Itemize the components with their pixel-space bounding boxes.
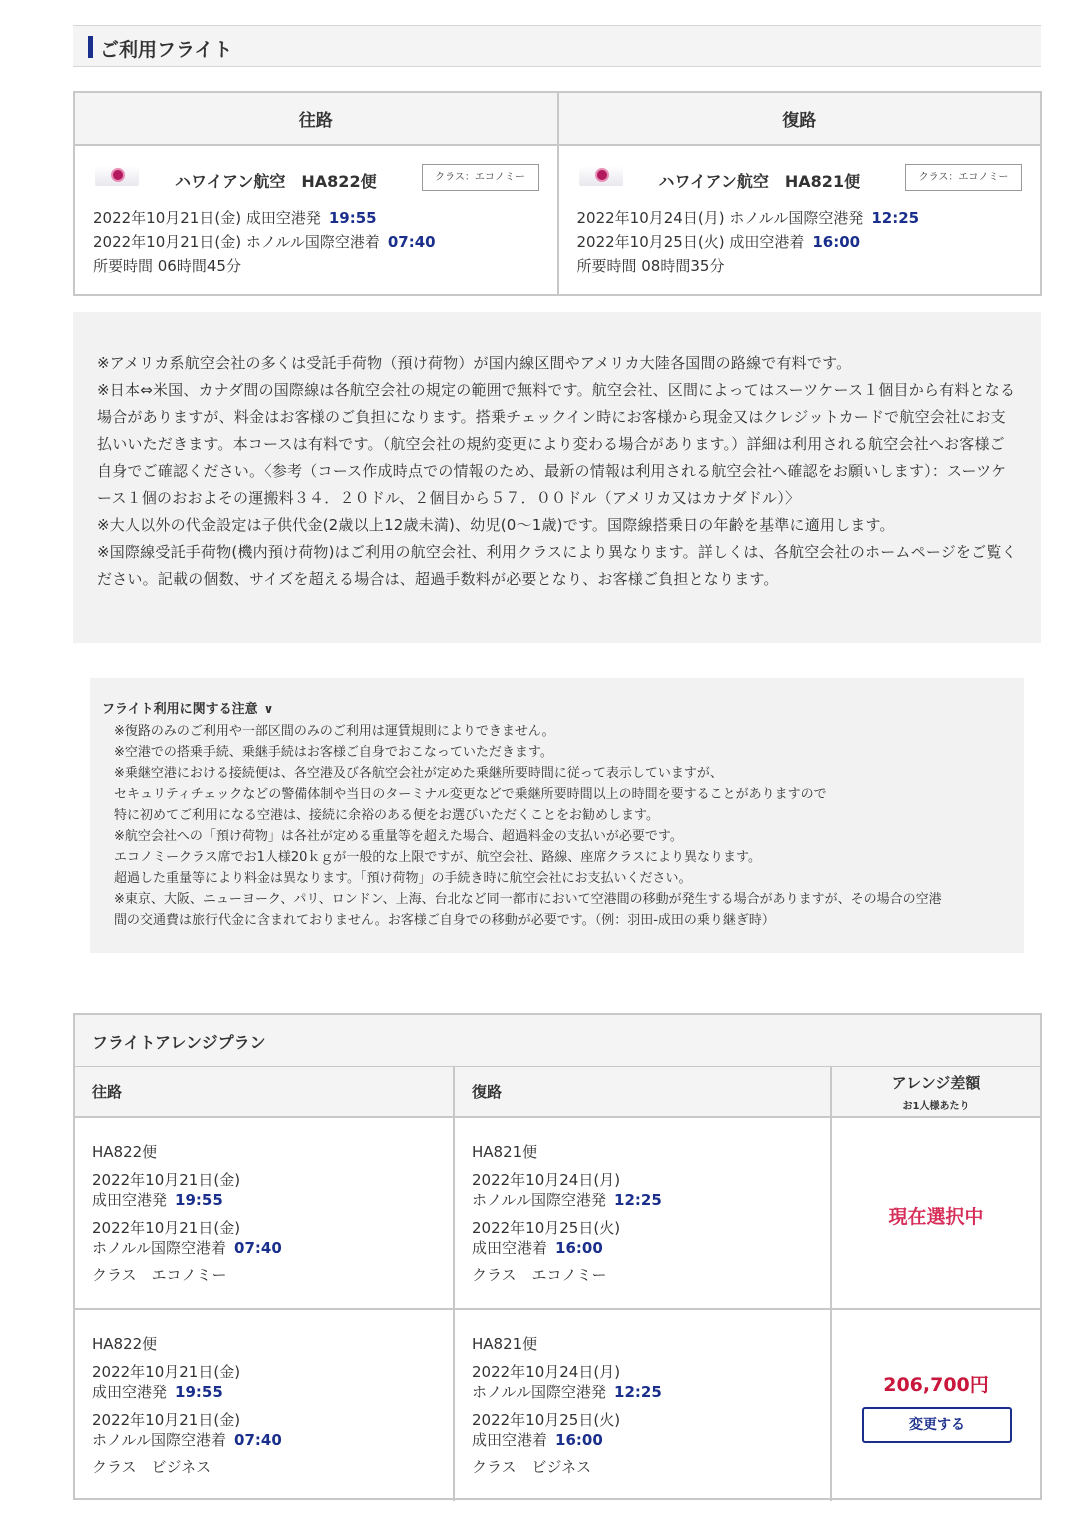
outbound-duration: 所要時間 06時間45分	[93, 257, 241, 275]
chevron-down-icon: ∨	[263, 702, 274, 716]
hawaiian-airlines-logo-icon	[95, 166, 139, 186]
note-item: ※アメリカ系航空会社の多くは受託手荷物（預け荷物）が国内線区間やアメリカ大陸各国間の路線で有料です。	[97, 354, 852, 372]
plan-flight-no: HA821便	[472, 1335, 538, 1353]
plan-dep-line	[92, 1382, 453, 1402]
flight-arrange-plan	[73, 1013, 1042, 1500]
plan-dep-place: ホノルル国際空港発	[472, 1191, 607, 1209]
plan-flight-no: HA822便	[92, 1335, 158, 1353]
plan-dep-time: 12:25	[614, 1383, 662, 1401]
return-depart-text: 2022年10月24日(月) ホノルル国際空港発	[576, 209, 864, 227]
current-selection-label: 現在選択中	[888, 1206, 984, 1228]
plan-col-diff	[831, 1067, 1040, 1117]
caution-item: ※空港での搭乗手続、乗継手続はお客様ご自身でおこなっていただきます。	[114, 745, 553, 760]
outbound-depart-time: 19:55	[328, 209, 377, 227]
plan-dep-line	[472, 1382, 830, 1402]
caution-item: 超過した重量等により料金は異なります。「預け荷物」の手続き時に航空会社にお支払いください。	[114, 871, 692, 886]
return-depart-time: 12:25	[871, 209, 920, 227]
note-item: ※大人以外の代金設定は子供代金(2歳以上12歳未満)、幼児(0～1歳)です。国際線搭乗日の年齢を基準に適用します。	[97, 516, 895, 534]
plan-dep-place: 成田空港発	[92, 1191, 168, 1209]
plan-row-diff	[831, 1117, 1040, 1309]
plan-col-return: 復路	[454, 1067, 831, 1117]
note-item: ※国際線受託手荷物(機内預け荷物)はご利用の航空会社、利用クラスにより異なります。詳しくは、各航空会社のホームページをご覧ください。記載の個数、サイズを超える場合は、超過手数料が必要となり、お客様ご負担となります。	[97, 543, 1017, 588]
caution-list	[102, 721, 1012, 931]
plan-dep-date: 2022年10月24日(月)	[472, 1363, 621, 1381]
outbound-header: 往路	[74, 92, 558, 145]
plan-arr-date: 2022年10月25日(火)	[472, 1411, 621, 1429]
return-arrive-time: 16:00	[812, 233, 861, 251]
caution-title: フライト利用に関する注意	[102, 702, 258, 717]
section-title: ご利用フライト	[100, 39, 233, 61]
plan-arr-date: 2022年10月21日(金)	[92, 1219, 241, 1237]
plan-arr-place: 成田空港着	[472, 1431, 548, 1449]
plan-col-diff-sub: お1人様あたり	[902, 1100, 970, 1112]
plan-dep-time: 19:55	[175, 1383, 223, 1401]
plan-dep-date: 2022年10月24日(月)	[472, 1171, 621, 1189]
baggage-notes	[73, 312, 1041, 643]
plan-arr-time: 07:40	[234, 1239, 282, 1257]
caution-item: 間の交通費は旅行代金に含まれておりません。お客様ご自身での移動が必要です。（例：羽田-成田の乗り継ぎ時）	[114, 913, 775, 928]
plan-class: クラス ビジネス	[92, 1458, 212, 1476]
plan-col-diff-label: アレンジ差額	[891, 1073, 981, 1092]
return-header: 復路	[558, 92, 1042, 145]
plan-arr-line	[92, 1238, 453, 1258]
plan-arr-time: 16:00	[555, 1431, 603, 1449]
plan-col-outbound: 往路	[75, 1067, 454, 1117]
plan-arr-date: 2022年10月21日(金)	[92, 1411, 241, 1429]
return-class-badge: クラス：エコノミー	[905, 164, 1022, 191]
plan-dep-time: 12:25	[614, 1191, 662, 1209]
caution-item: セキュリティチェックなどの警備体制や当日のターミナル変更などで乗継所要時間以上の時間を要することがありますので	[114, 787, 827, 802]
outbound-arrive-time: 07:40	[387, 233, 436, 251]
plan-row-return	[454, 1309, 831, 1501]
plan-flight-no: HA821便	[472, 1143, 538, 1161]
plan-table	[75, 1067, 1040, 1501]
plan-title: フライトアレンジプラン	[75, 1015, 1040, 1067]
flight-table	[73, 91, 1042, 296]
hawaiian-airlines-logo-icon	[579, 166, 623, 186]
caution-item: 特に初めてご利用になる空港は、接続に余裕のある便をお選びいただくことをお勧めします。	[114, 808, 659, 823]
plan-flight-no: HA822便	[92, 1143, 158, 1161]
outbound-depart-text: 2022年10月21日(金) 成田空港発	[93, 209, 321, 227]
caution-item: エコノミークラス席でお1人様20ｋｇが一般的な上限ですが、航空会社、路線、座席クラスにより異なります。	[114, 850, 761, 865]
plan-arr-line	[92, 1430, 453, 1450]
plan-row-outbound	[75, 1309, 454, 1501]
plan-dep-place: 成田空港発	[92, 1383, 168, 1401]
plan-arr-time: 16:00	[555, 1239, 603, 1257]
plan-arr-date: 2022年10月25日(火)	[472, 1219, 621, 1237]
caution-toggle[interactable]	[102, 698, 1012, 717]
plan-row-return	[454, 1117, 831, 1309]
plan-arr-line	[472, 1430, 830, 1450]
return-arrive-text: 2022年10月25日(火) 成田空港着	[576, 233, 805, 251]
section-header	[73, 25, 1041, 67]
plan-arr-place: 成田空港着	[472, 1239, 548, 1257]
plan-class: クラス ビジネス	[472, 1458, 592, 1476]
plan-class: クラス エコノミー	[472, 1266, 607, 1284]
outbound-airline: ハワイアン航空 HA822便	[175, 172, 377, 191]
change-button[interactable]: 変更する	[862, 1407, 1012, 1443]
return-depart-line	[577, 207, 920, 228]
plan-row-outbound	[75, 1117, 454, 1309]
plan-dep-line	[472, 1190, 830, 1210]
plan-dep-date: 2022年10月21日(金)	[92, 1171, 241, 1189]
caution-item: ※復路のみのご利用や一部区間のみのご利用は運賃規則によりできません。	[114, 724, 555, 739]
outbound-class-badge: クラス：エコノミー	[422, 164, 539, 191]
plan-arr-place: ホノルル国際空港着	[92, 1431, 227, 1449]
flight-caution-panel	[90, 678, 1024, 953]
plan-row-diff	[831, 1309, 1040, 1501]
outbound-arrive-line	[93, 231, 436, 252]
plan-row	[75, 1117, 1040, 1309]
section-accent-bar	[88, 36, 93, 58]
plan-dep-line	[92, 1190, 453, 1210]
caution-item: ※航空会社への「預け荷物」は各社が定める重量等を超えた場合、超過料金の支払いが必要です。	[114, 829, 683, 844]
caution-item: ※東京、大阪、ニューヨーク、パリ、ロンドン、上海、台北など同一都市において空港間の移動が発生する場合がありますが、その場合の空港	[114, 892, 942, 907]
plan-dep-date: 2022年10月21日(金)	[92, 1363, 241, 1381]
plan-arr-place: ホノルル国際空港着	[92, 1239, 227, 1257]
plan-dep-time: 19:55	[175, 1191, 223, 1209]
plan-arr-line	[472, 1238, 830, 1258]
note-item: ※日本⇔米国、カナダ間の国際線は各航空会社の規定の範囲で無料です。航空会社、区間によってはスーツケース１個目から有料となる場合がありますが、料金はお客様のご負担になります。搭乗チェックイン時にお客様から現金又はクレジットカードで航空会社にお支払いいただきます。本コースは有料です。（航空会社の規約変更により変わる場合があります。）詳細は利用される航空会社へお客様ご自身でご確認ください。〈参考（コース作成時点での情報のため、最新の情報は利用される航空会社へ確認をお願いします）：スーツケース１個のおおよその運搬料３４．２０ドル、２個目から５７．００ドル（アメリカ又はカナダドル）〉	[97, 381, 1016, 507]
price-difference: 206,700円	[883, 1374, 989, 1396]
return-airline: ハワイアン航空 HA821便	[658, 172, 861, 191]
return-cell	[558, 145, 1042, 295]
outbound-arrive-text: 2022年10月21日(金) ホノルル国際空港着	[93, 233, 380, 251]
plan-row	[75, 1309, 1040, 1501]
return-duration: 所要時間 08時間35分	[576, 257, 725, 275]
plan-arr-time: 07:40	[234, 1431, 282, 1449]
caution-item: ※乗継空港における接続便は、各空港及び各航空会社が定めた乗継所要時間に従って表示していますが、	[114, 766, 723, 781]
outbound-cell	[74, 145, 558, 295]
plan-class: クラス エコノミー	[92, 1266, 227, 1284]
plan-dep-place: ホノルル国際空港発	[472, 1383, 607, 1401]
return-arrive-line	[577, 231, 861, 252]
outbound-depart-line	[93, 207, 377, 228]
